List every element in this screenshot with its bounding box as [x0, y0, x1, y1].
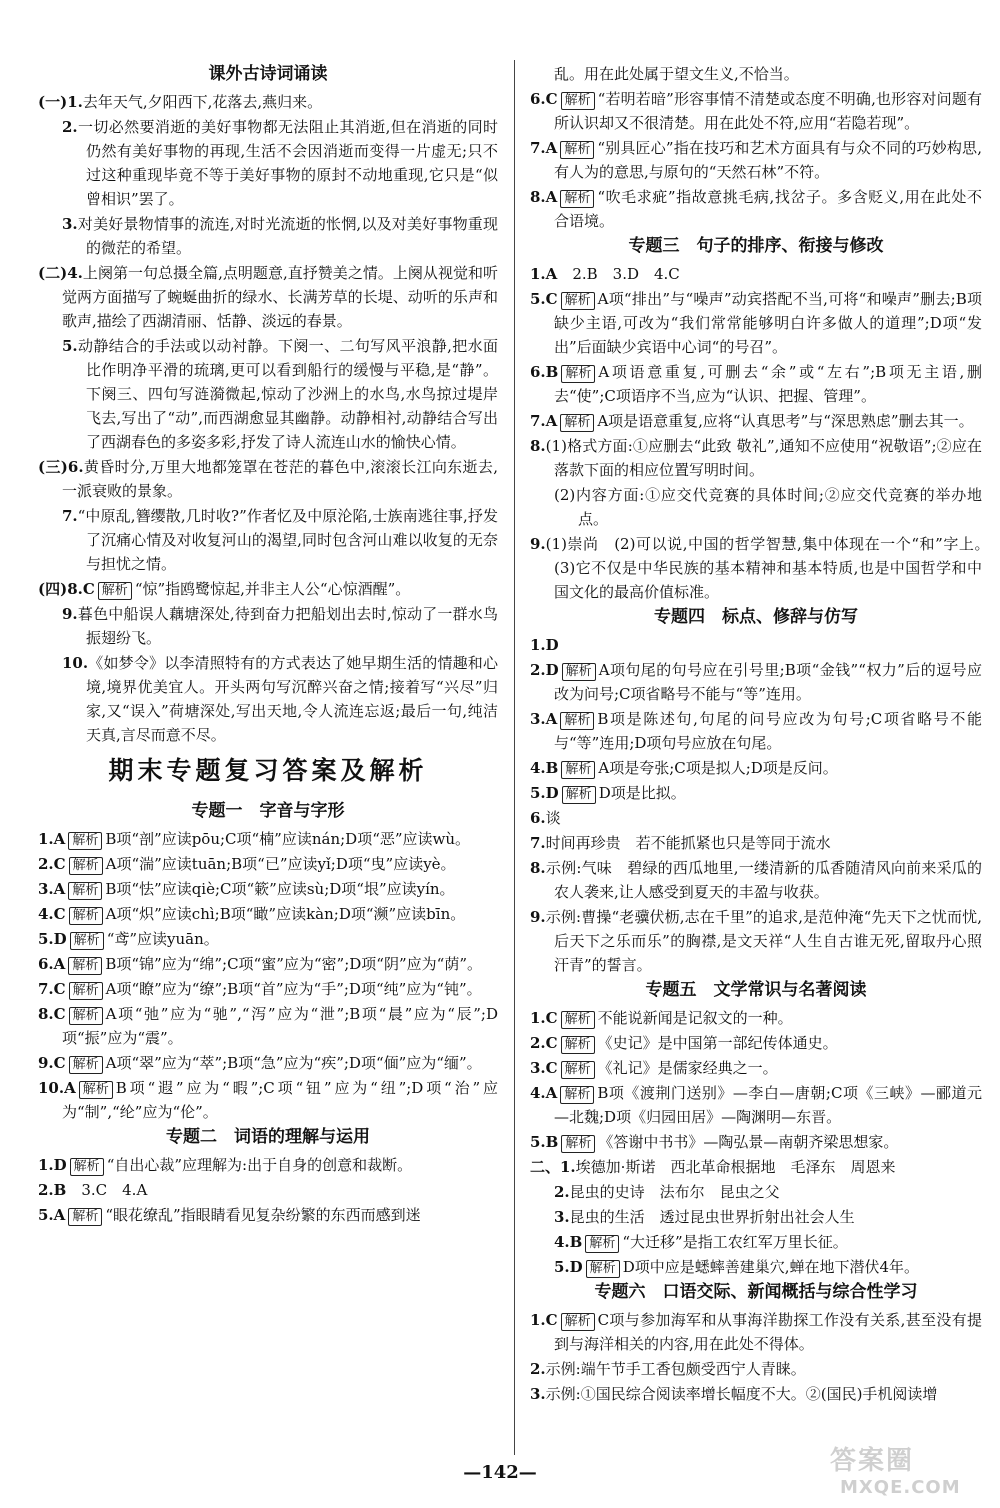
answer-number: 2.C — [38, 855, 66, 873]
answer-text: D项中应是蟋蟀善建巢穴,蝉在地下潜伏4年。 — [622, 1258, 920, 1276]
answer-number: 2. — [554, 1183, 570, 1201]
answer-item — [38, 977, 498, 1001]
answer-item — [530, 1255, 982, 1279]
answer-text: “大迁移”是指工农红军万里长征。 — [622, 1233, 848, 1251]
answer-item — [530, 633, 982, 657]
topic-heading: 专题三 句子的排序、衔接与修改 — [628, 236, 884, 256]
answer-item — [530, 62, 982, 86]
answer-text: 不能说新闻是记叙文的一种。 — [597, 1009, 793, 1027]
answer-item — [530, 434, 982, 482]
analysis-badge: 解析 — [586, 1260, 620, 1278]
answer-item — [38, 927, 498, 951]
answer-text: B项是陈述句,句尾的问号应改为句号;C项省略号不能与“等”连用;D项句号应放在句尾。 — [554, 710, 982, 752]
answer-text: A项句尾的句号应在引号里;B项“金钱”“权力”后的逗号应改为问号;C项省略号不能与“等”连用。 — [554, 661, 982, 703]
answer-text: “吹毛求疵”指故意挑毛病,找岔子。多含贬义,用在此处不合语境。 — [554, 188, 982, 230]
watermark-logo: 答案圈 MXQE.COM — [830, 1446, 961, 1498]
answer-text: B项“怯”应读qiè;C项“簌”应读sù;D项“垠”应读yín。 — [105, 880, 455, 898]
answer-number: 7.C — [38, 980, 66, 998]
analysis-badge: 解析 — [560, 190, 594, 208]
answer-text: A项“瞭”应为“缭”;B项“首”应为“手”;D项“纯”应为“钝”。 — [105, 980, 482, 998]
topic-heading: 专题五 文学常识与名著阅读 — [645, 980, 867, 1000]
analysis-badge: 解析 — [68, 1208, 102, 1226]
answer-number: 9.C — [38, 1054, 66, 1072]
answer-text: 谈 — [545, 809, 561, 827]
answer-number: 2.B — [38, 1181, 67, 1199]
answer-item — [530, 185, 982, 233]
answer-item — [38, 902, 498, 926]
answer-item — [38, 261, 498, 333]
column-divider — [514, 60, 515, 1455]
answer-item — [530, 1006, 982, 1030]
answer-number: 4.A — [530, 1084, 558, 1102]
answer-text: 3.C 4.A — [66, 1181, 148, 1199]
answer-text: B项“遐”应为“暇”;C项“钮”应为“纽”;D项“治”应为“制”,“纶”应为“伦”。 — [62, 1079, 498, 1121]
answer-number: 4.B — [530, 759, 559, 777]
answer-text: A项语意重复,可删去“余”或“左右”;B项无主语,删去“使”;C项语序不当,应为“认识、把握、管理”。 — [554, 363, 982, 405]
answer-number: 2. — [62, 118, 78, 136]
answer-number: 5.C — [530, 290, 558, 308]
answer-item — [38, 212, 498, 260]
answer-text: 《答谢中书书》—陶弘景—南朝齐梁思想家。 — [598, 1133, 899, 1151]
analysis-badge: 解析 — [561, 1036, 595, 1054]
answer-number: 4.C — [38, 905, 66, 923]
answer-text: 动静结合的手法或以动衬静。下阕一、二句写风平浪静,把水面比作明净平滑的琉璃,更可以看到船行的缓慢与平稳,是“静”。下阕三、四句写涟漪微起,惊动了沙洲上的水鸟,水鸟掠过堤岸飞去,写出了“动”,而西湖愈显其幽静。动静相衬,动静结合写出了西湖春色的多姿多彩,抒发了诗人流连山水的愉快心情。 — [77, 337, 498, 451]
answer-text: 对美好景物情事的流连,对时光流逝的怅惘,以及对美好事物重现的微茫的希望。 — [77, 215, 498, 257]
answer-item — [530, 1056, 982, 1080]
answer-text: 《礼记》是儒家经典之一。 — [597, 1059, 778, 1077]
analysis-badge: 解析 — [560, 712, 594, 730]
answer-item — [38, 877, 498, 901]
answer-number: 1.C — [530, 1311, 558, 1329]
left-column — [38, 62, 498, 1228]
answer-item — [38, 1203, 498, 1227]
answer-item — [530, 409, 982, 433]
answer-item — [530, 658, 982, 706]
answer-number: 7. — [530, 834, 546, 852]
analysis-badge: 解析 — [561, 1313, 595, 1331]
answer-text: A项“炽”应读chì;B项“瞰”应读kàn;D项“濒”应读bīn。 — [105, 905, 466, 923]
analysis-badge: 解析 — [560, 141, 594, 159]
answer-number: 2. — [530, 1360, 546, 1378]
topic-heading: 课外古诗词诵读 — [208, 64, 328, 84]
answer-text: B项《渡荆门送别》—李白—唐朝;C项《三峡》—郦道元—北魏;D项《归园田居》—陶渊明—东晋。 — [554, 1084, 982, 1126]
answer-text: (2)内容方面:①应交代竞赛的具体时间;②应交代竞赛的举办地点。 — [554, 486, 982, 528]
answer-item — [530, 532, 998, 604]
answer-item — [530, 781, 982, 805]
answer-number: 8.C — [38, 1005, 66, 1023]
answer-number: 2.C — [530, 1034, 558, 1052]
answer-item — [530, 905, 982, 977]
answer-item — [530, 1308, 982, 1356]
analysis-badge: 解析 — [79, 1081, 113, 1099]
analysis-badge: 解析 — [561, 761, 595, 779]
answer-text: 《如梦令》以李清照特有的方式表达了她早期生活的情趣和心境,境界优美宜人。开头两句写沉醉兴奋之情;接着写“兴尽”归家,又“误入”荷塘深处,写出天地,令人流连忘返;最后一句,纯洁天真,言尽而意不尽。 — [86, 654, 498, 744]
analysis-badge: 解析 — [68, 832, 102, 850]
answer-number: 3. — [554, 1208, 570, 1226]
answer-text: 2.B 3.D 4.C — [557, 265, 680, 283]
answer-item — [38, 602, 498, 650]
answer-number: (一)1. — [38, 93, 83, 111]
analysis-badge: 解析 — [562, 786, 596, 804]
analysis-badge: 解析 — [585, 1235, 619, 1253]
answer-number: 5.D — [530, 784, 559, 802]
answer-number: 3.A — [38, 880, 66, 898]
answer-item — [38, 952, 498, 976]
answer-number: 9. — [530, 535, 546, 553]
answer-text: A项“翠”应为“萃”;B项“急”应为“疾”;D项“偭”应为“缅”。 — [105, 1054, 482, 1072]
answer-item — [38, 1002, 498, 1050]
topic-heading: 专题二 词语的理解与运用 — [166, 1127, 370, 1147]
answer-number: (四)8.C — [38, 580, 95, 598]
answer-item — [530, 287, 982, 359]
answer-text: 示例:曹操“老骥伏枥,志在千里”的追求,是范仲淹“先天下之忧而忧,后天下之乐而乐”的胸襟,是文天祥“人生自古谁无死,留取丹心照汗青”的誓言。 — [545, 908, 982, 974]
page-number: —142— — [463, 1462, 537, 1483]
answer-text: 暮色中船误人藕塘深处,待到奋力把船划出去时,惊动了一群水鸟振翅纷飞。 — [77, 605, 498, 647]
answer-number: 6.C — [530, 90, 558, 108]
answer-item — [530, 1357, 982, 1381]
answer-number: 6. — [530, 809, 546, 827]
analysis-badge: 解析 — [560, 1086, 594, 1104]
answer-text: “中原乱,簪缨散,几时收?”作者忆及中原沦陷,士族南逃往事,抒发了沉痛心情及对收复河山的渴望,同时包含河山难以收复的无奈与担忧之情。 — [77, 507, 498, 573]
answer-text: B项“剖”应读pōu;C项“楠”应读nán;D项“恶”应读wù。 — [105, 830, 471, 848]
answer-text: 昆虫的生活 透过昆虫世界折射出社会人生 — [569, 1208, 855, 1226]
answer-text: 乱。用在此处属于望文生义,不恰当。 — [554, 65, 799, 83]
answer-text: A项“湍”应读tuān;B项“已”应读yǐ;D项“曳”应读yè。 — [105, 855, 456, 873]
answer-item — [38, 852, 498, 876]
answer-number: 7.A — [530, 412, 558, 430]
answer-text: 时间再珍贵 若不能抓紧也只是等同于流水 — [545, 834, 831, 852]
answer-number: 6.B — [530, 363, 559, 381]
answer-number: 8.A — [530, 188, 558, 206]
answer-item — [530, 1180, 982, 1204]
answer-item — [38, 577, 498, 601]
answer-number: 10.A — [38, 1079, 76, 1097]
right-column — [530, 62, 998, 1407]
answer-number: 1.C — [530, 1009, 558, 1027]
answer-item — [530, 87, 982, 135]
answer-number: 8. — [530, 437, 546, 455]
analysis-badge: 解析 — [562, 663, 596, 681]
answer-item — [530, 1230, 982, 1254]
answer-number: 5. — [62, 337, 78, 355]
answer-text: (1)格式方面:①应删去“此致 敬礼”,通知不应使用“祝敬语”;②应在落款下面的相应位置写明时间。 — [545, 437, 982, 479]
topic-heading: 专题一 字音与字形 — [191, 801, 345, 821]
analysis-badge: 解析 — [69, 982, 103, 1000]
answer-item — [38, 1051, 498, 1075]
answer-text: 上阕第一句总摄全篇,点明题意,直抒赞美之情。上阕从视觉和听觉两方面描写了蜿蜒曲折的绿水、长满芳草的长堤、动听的乐声和歌声,描绘了西湖清丽、恬静、淡远的春景。 — [62, 264, 499, 330]
analysis-badge: 解析 — [98, 582, 132, 600]
analysis-badge: 解析 — [69, 1007, 103, 1025]
answer-text: “惊”指鸥鹭惊起,并非主人公“心惊酒醒”。 — [134, 580, 411, 598]
answer-item — [530, 262, 982, 286]
answer-item — [38, 827, 498, 851]
answer-item — [530, 707, 982, 755]
answer-text: 埃德加·斯诺 西北革命根据地 毛泽东 周恩来 — [575, 1158, 896, 1176]
answer-number: 1.A — [38, 830, 66, 848]
answer-text: A项“弛”应为“驰”,“泻”应为“泄”;B项“晨”应为“辰”;D项“振”应为“震”。 — [62, 1005, 498, 1047]
answer-text: 一切必然要消逝的美好事物都无法阻止其消逝,但在消逝的同时仍然有美好事物的再现,生活不会因消逝而变得一片虚无;只不过这种重现毕竟不等于美好事物的原封不动地重现,它只是“似曾相识”罢了。 — [77, 118, 498, 208]
answer-text: “自出心裁”应理解为:出于自身的创意和裁断。 — [106, 1156, 413, 1174]
answer-number: 5.D — [554, 1258, 583, 1276]
answer-number: 10. — [62, 654, 89, 672]
answer-number: 9. — [62, 605, 78, 623]
analysis-badge: 解析 — [561, 1135, 595, 1153]
analysis-badge: 解析 — [561, 292, 595, 310]
answer-text: 《史记》是中国第一部纪传体通史。 — [597, 1034, 838, 1052]
answer-item — [38, 1178, 498, 1202]
answer-number: 3. — [530, 1385, 546, 1403]
answer-item — [38, 115, 498, 211]
answer-text: A项“排出”与“噪声”动宾搭配不当,可将“和噪声”删去;B项缺少主语,可改为“我们常常能够明白许多做人的道理”;D项“发出”后面缺少宾语中心词“的号召”。 — [554, 290, 982, 356]
answer-text: B项“锦”应为“绵”;C项“蜜”应为“密”;D项“阴”应为“荫”。 — [105, 955, 482, 973]
answer-item — [38, 334, 498, 454]
analysis-badge: 解析 — [560, 414, 594, 432]
answer-text: 黄昏时分,万里大地都笼罩在苍茫的暮色中,滚滚长江向东逝去,一派衰败的景象。 — [62, 458, 498, 500]
answer-item — [38, 1076, 498, 1124]
answer-number: 1.D — [38, 1156, 67, 1174]
analysis-badge: 解析 — [70, 1158, 104, 1176]
answer-item — [530, 1205, 982, 1229]
answer-number: 二、1. — [530, 1158, 576, 1176]
answer-item — [38, 1153, 498, 1177]
topic-heading: 专题六 口语交际、新闻概括与综合性学习 — [594, 1282, 918, 1302]
answer-text: 去年天气,夕阳西下,花落去,燕归来。 — [82, 93, 323, 111]
answer-text: 示例:①国民综合阅读率增长幅度不大。②(国民)手机阅读增 — [545, 1385, 938, 1403]
answer-text: A项是夸张;C项是拟人;D项是反问。 — [598, 759, 838, 777]
answer-number: 9. — [530, 908, 546, 926]
answer-item — [38, 651, 498, 747]
answer-number: 3.C — [530, 1059, 558, 1077]
analysis-badge: 解析 — [561, 92, 595, 110]
analysis-badge: 解析 — [561, 1061, 595, 1079]
analysis-badge: 解析 — [69, 907, 103, 925]
analysis-badge: 解析 — [561, 365, 595, 383]
answer-number: 4.B — [554, 1233, 583, 1251]
answer-item — [38, 504, 498, 576]
answer-number: 8. — [530, 859, 546, 877]
answer-number: 5.B — [530, 1133, 559, 1151]
topic-heading: 专题四 标点、修辞与仿写 — [654, 607, 858, 627]
analysis-badge: 解析 — [69, 857, 103, 875]
answer-item — [530, 1081, 982, 1129]
answer-number: 5.D — [38, 930, 67, 948]
answer-item — [38, 455, 498, 503]
answer-text: “眼花缭乱”指眼睛看见复杂纷繁的东西而感到迷 — [105, 1206, 421, 1224]
answer-number: 3.A — [530, 710, 558, 728]
answer-item — [38, 90, 498, 114]
answer-number: 1.D — [530, 636, 559, 654]
analysis-badge: 解析 — [68, 882, 102, 900]
answer-item — [530, 483, 982, 531]
analysis-badge: 解析 — [69, 1056, 103, 1074]
section-title: 期末专题复习答案及解析 — [108, 756, 428, 785]
answer-item — [530, 806, 982, 830]
answer-item — [530, 1382, 982, 1406]
analysis-badge: 解析 — [68, 957, 102, 975]
answer-number: 2.D — [530, 661, 559, 679]
answer-text: D项是比拟。 — [598, 784, 686, 802]
answer-item — [530, 756, 982, 780]
answer-text: “若明若暗”形容事情不清楚或态度不明确,也形容对问题有所认识却又不很清楚。用在此处不符,应用“若隐若现”。 — [554, 90, 982, 132]
answer-text: “别具匠心”指在技巧和艺术方面具有与众不同的巧妙构思,有人为的意思,与原句的“天然石林”不符。 — [554, 139, 982, 181]
answer-number: 6.A — [38, 955, 66, 973]
answer-text: C项与参加海军和从事海洋勘探工作没有关系,甚至没有提到与海洋相关的内容,用在此处不得体。 — [554, 1311, 982, 1353]
answer-item — [530, 360, 982, 408]
answer-text: 示例:气味 碧绿的西瓜地里,一缕清新的瓜香随清风向前来采瓜的农人袭来,让人感受到夏天的丰盈与收获。 — [545, 859, 982, 901]
answer-item — [530, 1130, 982, 1154]
answer-item — [530, 1031, 982, 1055]
answer-number: 7.A — [530, 139, 558, 157]
answer-text: 昆虫的史诗 法布尔 昆虫之父 — [569, 1183, 780, 1201]
answer-number: (二)4. — [38, 264, 83, 282]
answer-number: (三)6. — [38, 458, 84, 476]
answer-item — [530, 136, 982, 184]
answer-text: “鸢”应读yuān。 — [106, 930, 219, 948]
answer-number: 5.A — [38, 1206, 66, 1224]
answer-number: 7. — [62, 507, 78, 525]
answer-text: A项是语意重复,应将“认真思考”与“深思熟虑”删去其一。 — [597, 412, 974, 430]
answer-number: 3. — [62, 215, 78, 233]
analysis-badge: 解析 — [561, 1011, 595, 1029]
answer-item — [530, 856, 982, 904]
analysis-badge: 解析 — [70, 932, 104, 950]
answer-item — [530, 1155, 982, 1179]
answer-number: 1.A — [530, 265, 558, 283]
answer-text: (1)崇尚 (2)可以说,中国的哲学智慧,集中体现在一个“和”字上。 (3)它不仅是中华民族的基本精神和基本特质,也是中国哲学和中国文化的最高价值标准。 — [545, 535, 998, 601]
answer-text: 示例:端午节手工香包颇受西宁人青睐。 — [545, 1360, 806, 1378]
answer-item — [530, 831, 982, 855]
